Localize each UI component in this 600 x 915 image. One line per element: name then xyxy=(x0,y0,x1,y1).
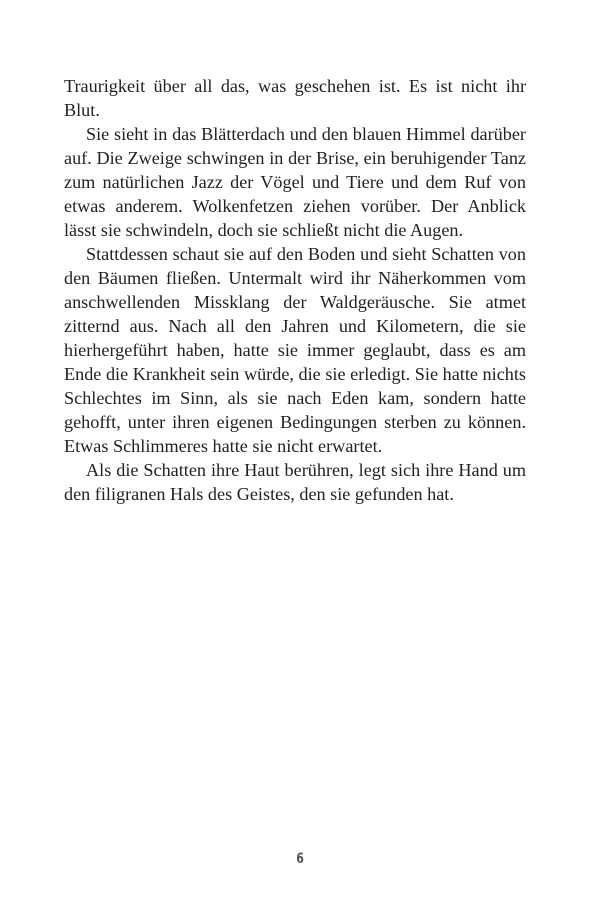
paragraph-4: Als die Schatten ihre Haut berühren, legt sich ihre Hand um den filigranen Hals des Geistes, den sie gefunden hat. xyxy=(64,460,526,504)
page-number: 6 xyxy=(296,851,304,867)
paragraph-3: Stattdessen schaut sie auf den Boden und sieht Schatten von den Bäumen fließen. Untermalt wird ihr Näherkommen vom anschwellenden Missklang der Waldgeräusche. Sie atmet zitternd aus. Nach all den Jahren und Kilometern, die sie hierhergeführt haben, hatte sie immer geglaubt, dass es am Ende die Krankheit sein würde, die sie erledigt. Sie hatte nichts Schlechtes im Sinn, als sie nach Eden kam, sondern hatte gehofft, unter ihren eigenen Bedingungen sterben zu können. Etwas Schlimmeres hatte sie nicht erwartet. xyxy=(64,244,526,456)
paragraph-1: Traurigkeit über all das, was geschehen ist. Es ist nicht ihr Blut. xyxy=(64,76,526,120)
paragraph-2: Sie sieht in das Blätterdach und den blauen Himmel darüber auf. Die Zweige schwingen in der Brise, ein beruhigender Tanz zum natürlichen Jazz der Vögel und Tiere und dem Ruf von etwas anderem. Wolkenfetzen ziehen vorüber. Der Anblick lässt sie schwindeln, doch sie schließt nicht die Augen. xyxy=(64,124,526,240)
body-text xyxy=(64,74,526,506)
